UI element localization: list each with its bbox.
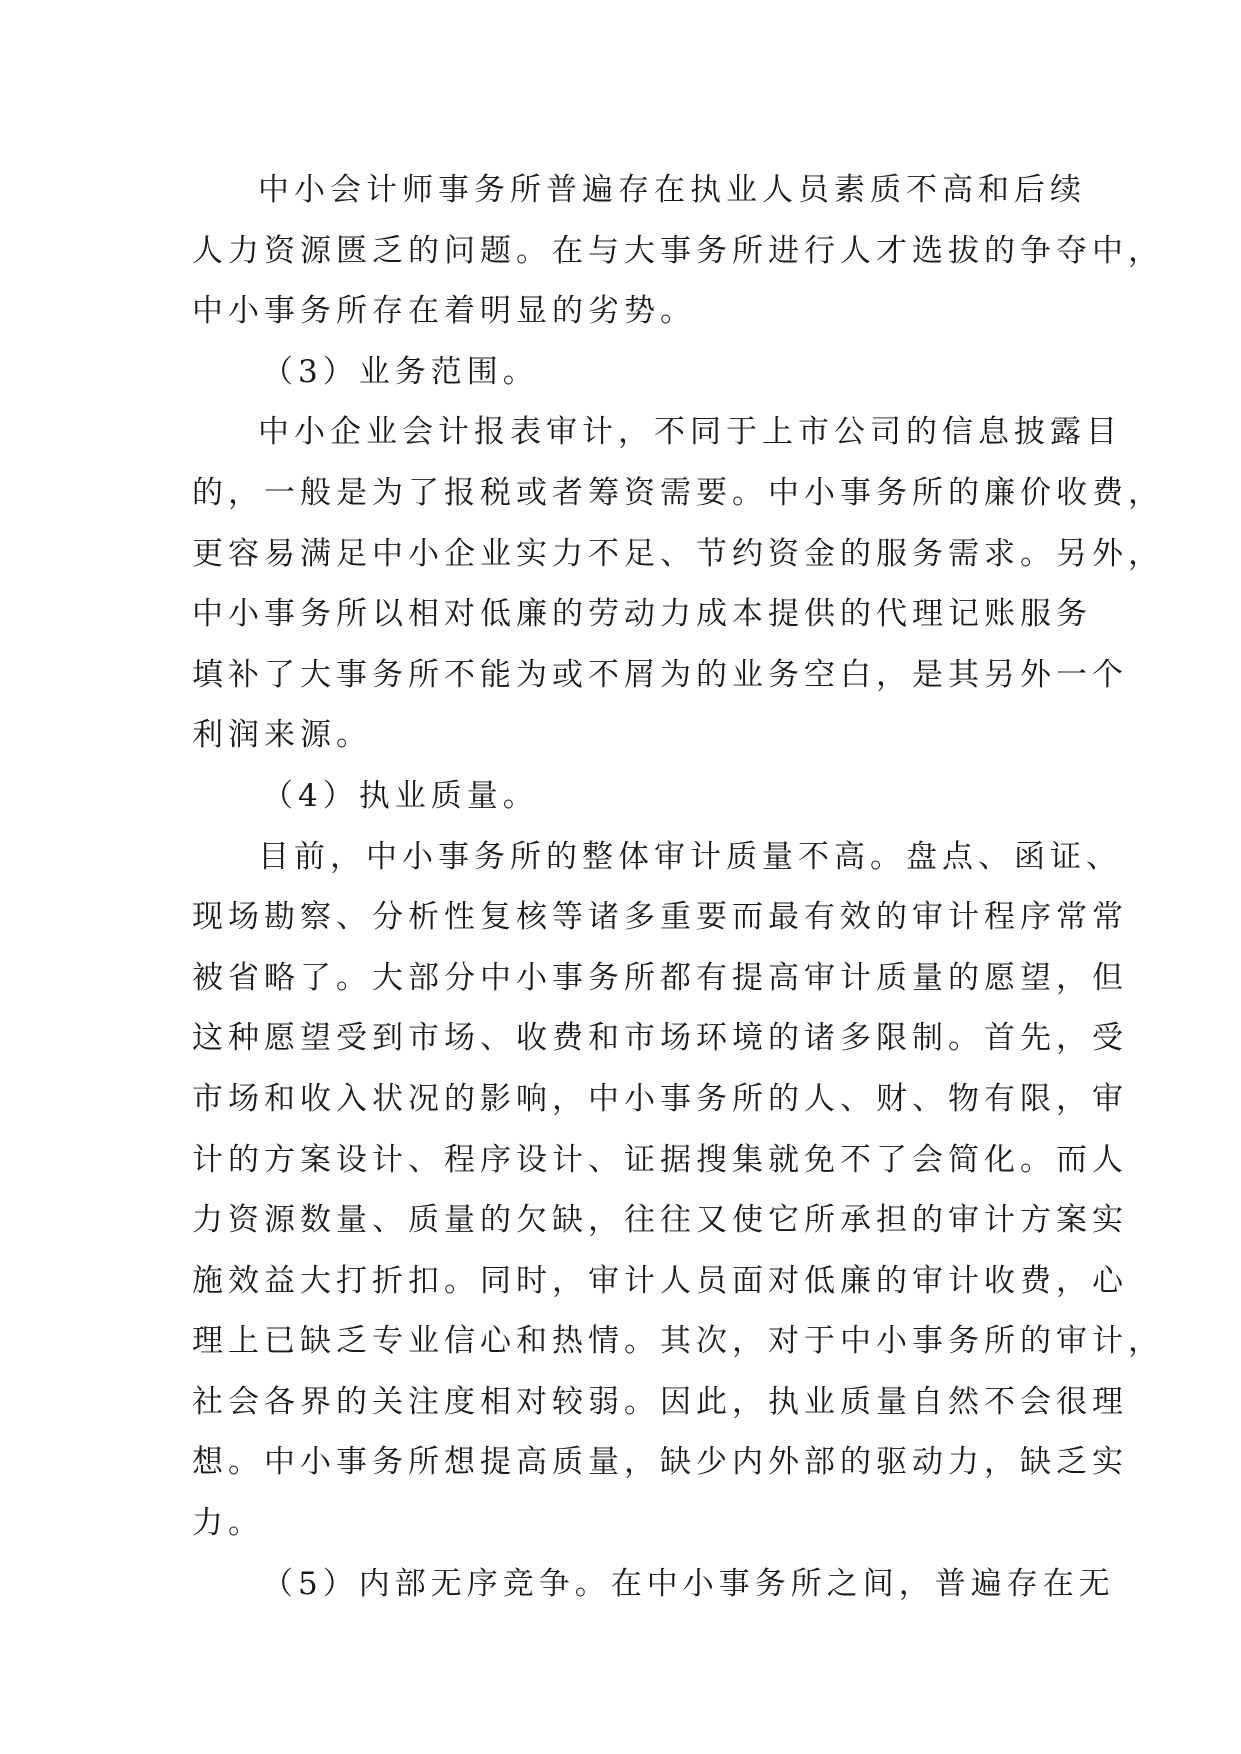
paragraph-line: 更容易满足中小企业实力不足、节约资金的服务需求。另外， bbox=[192, 535, 1164, 572]
section-heading: （3）业务范围。 bbox=[262, 353, 539, 390]
paragraph-line: 力资源数量、质量的欠缺，往往又使它所承担的审计方案实 bbox=[192, 1202, 1128, 1239]
paragraph-line: 中小事务所以相对低廉的劳动力成本提供的代理记账服务 bbox=[192, 596, 1092, 633]
paragraph-line: 中小会计师事务所普遍存在执业人员素质不高和后续 bbox=[258, 172, 1086, 208]
section-heading: （5）内部无序竞争。在中小事务所之间，普遍存在无 bbox=[262, 1565, 1115, 1602]
paragraph-line: 中小企业会计报表审计，不同于上市公司的信息披露目 bbox=[258, 414, 1122, 451]
paragraph-line: 计的方案设计、程序设计、证据搜集就免不了会简化。而人 bbox=[192, 1141, 1128, 1178]
paragraph-line: 填补了大事务所不能为或不屑为的业务空白，是其另外一个 bbox=[192, 656, 1128, 693]
paragraph-line: 现场勘察、分析性复核等诸多重要而最有效的审计程序常常 bbox=[192, 899, 1128, 936]
document-body bbox=[192, 160, 1164, 1614]
paragraph-line: 想。中小事务所想提高质量，缺少内外部的驱动力，缺乏实 bbox=[192, 1444, 1128, 1481]
paragraph-line: 力。 bbox=[192, 1505, 264, 1542]
paragraph-line: 中小事务所存在着明显的劣势。 bbox=[192, 293, 696, 330]
section-heading: （4）执业质量。 bbox=[262, 777, 539, 814]
paragraph-line: 社会各界的关注度相对较弱。因此，执业质量自然不会很理 bbox=[192, 1383, 1128, 1420]
paragraph-line: 理上已缺乏专业信心和热情。其次，对于中小事务所的审计， bbox=[192, 1323, 1164, 1360]
paragraph-line: 利润来源。 bbox=[192, 717, 372, 754]
paragraph-line: 施效益大打折扣。同时，审计人员面对低廉的审计收费，心 bbox=[192, 1262, 1128, 1299]
paragraph-line: 人力资源匮乏的问题。在与大事务所进行人才选拔的争夺中， bbox=[192, 232, 1164, 269]
paragraph-line: 目前，中小事务所的整体审计质量不高。盘点、函证、 bbox=[258, 838, 1122, 875]
paragraph-line: 的，一般是为了报税或者筹资需要。中小事务所的廉价收费， bbox=[192, 474, 1164, 511]
paragraph-line: 市场和收入状况的影响，中小事务所的人、财、物有限，审 bbox=[192, 1080, 1128, 1117]
paragraph-line: 这种愿望受到市场、收费和市场环境的诸多限制。首先，受 bbox=[192, 1020, 1128, 1057]
paragraph-line: 被省略了。大部分中小事务所都有提高审计质量的愿望，但 bbox=[192, 959, 1128, 996]
